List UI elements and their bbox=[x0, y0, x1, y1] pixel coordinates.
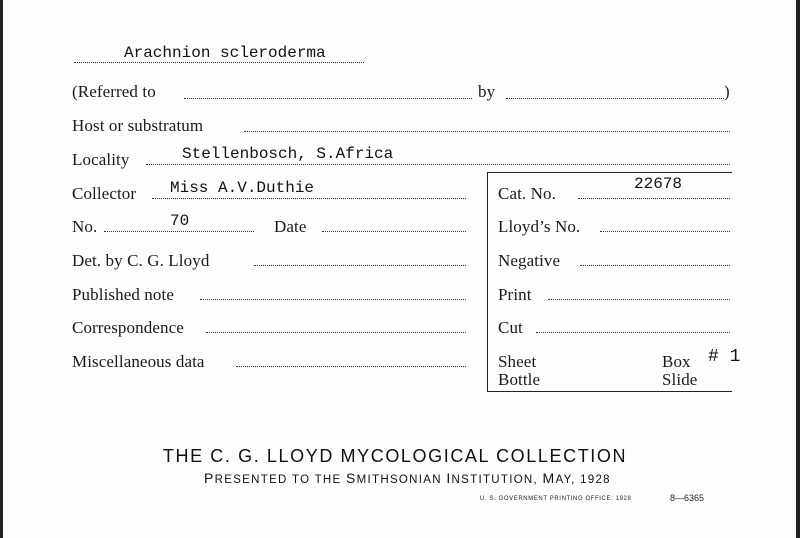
collection-subtitle: PRESENTED TO THE SMITHSONIAN INSTITUTION, MAY, 1928 bbox=[204, 470, 611, 486]
referred-by-label: by bbox=[478, 82, 496, 101]
sheet-label: Sheet bbox=[498, 352, 537, 371]
referred-to-label: (Referred to bbox=[72, 82, 156, 101]
negative-label: Negative bbox=[498, 251, 561, 270]
no-value: 70 bbox=[170, 212, 190, 230]
negative-line[interactable] bbox=[580, 265, 730, 266]
box-label: Box bbox=[662, 352, 691, 371]
date-label: Date bbox=[274, 217, 307, 236]
no-label: No. bbox=[72, 217, 98, 236]
collector-label: Collector bbox=[72, 184, 137, 203]
cat-no-label: Cat. No. bbox=[498, 184, 556, 203]
name-line bbox=[74, 62, 364, 63]
cut-line[interactable] bbox=[536, 332, 730, 333]
correspondence-line[interactable] bbox=[206, 332, 466, 333]
referred-close-paren: ) bbox=[724, 82, 730, 101]
printing-office-note: U. S. GOVERNMENT PRINTING OFFICE: 1928 bbox=[480, 496, 632, 502]
det-by-label: Det. by C. G. Lloyd bbox=[72, 251, 210, 270]
cat-no-line[interactable] bbox=[578, 198, 730, 199]
date-line[interactable] bbox=[322, 231, 466, 232]
species-name: Arachnion scleroderma bbox=[124, 44, 326, 62]
catalog-box-bottom bbox=[487, 391, 732, 392]
catalog-box-top bbox=[487, 172, 732, 173]
lloyds-no-line[interactable] bbox=[600, 231, 730, 232]
bottle-label: Bottle bbox=[498, 370, 541, 389]
misc-data-line[interactable] bbox=[236, 366, 466, 367]
collector-line[interactable] bbox=[152, 198, 466, 199]
correspondence-label: Correspondence bbox=[72, 318, 184, 337]
cat-no-value: 22678 bbox=[634, 175, 683, 193]
locality-label: Locality bbox=[72, 150, 130, 169]
published-note-line[interactable] bbox=[200, 299, 466, 300]
referred-to-line[interactable] bbox=[184, 98, 472, 99]
det-by-line[interactable] bbox=[254, 265, 466, 266]
collection-title: THE C. G. LLOYD MYCOLOGICAL COLLECTION bbox=[162, 446, 628, 466]
catalog-box-left bbox=[487, 172, 488, 392]
lloyds-no-label: Lloyd’s No. bbox=[498, 217, 581, 236]
print-label: Print bbox=[498, 285, 532, 304]
cut-label: Cut bbox=[498, 318, 523, 337]
locality-value: Stellenbosch, S.Africa bbox=[182, 145, 394, 163]
form-number: 8—6365 bbox=[670, 493, 705, 503]
referred-by-line[interactable] bbox=[506, 98, 724, 99]
box-value: # 1 bbox=[708, 347, 741, 367]
locality-line[interactable] bbox=[146, 164, 730, 165]
collector-value: Miss A.V.Duthie bbox=[170, 179, 315, 197]
host-label: Host or substratum bbox=[72, 116, 204, 135]
print-line[interactable] bbox=[548, 299, 730, 300]
host-line[interactable] bbox=[244, 131, 730, 132]
no-line[interactable] bbox=[104, 231, 254, 232]
published-note-label: Published note bbox=[72, 285, 174, 304]
slide-label: Slide bbox=[662, 370, 698, 389]
misc-data-label: Miscellaneous data bbox=[72, 352, 205, 371]
